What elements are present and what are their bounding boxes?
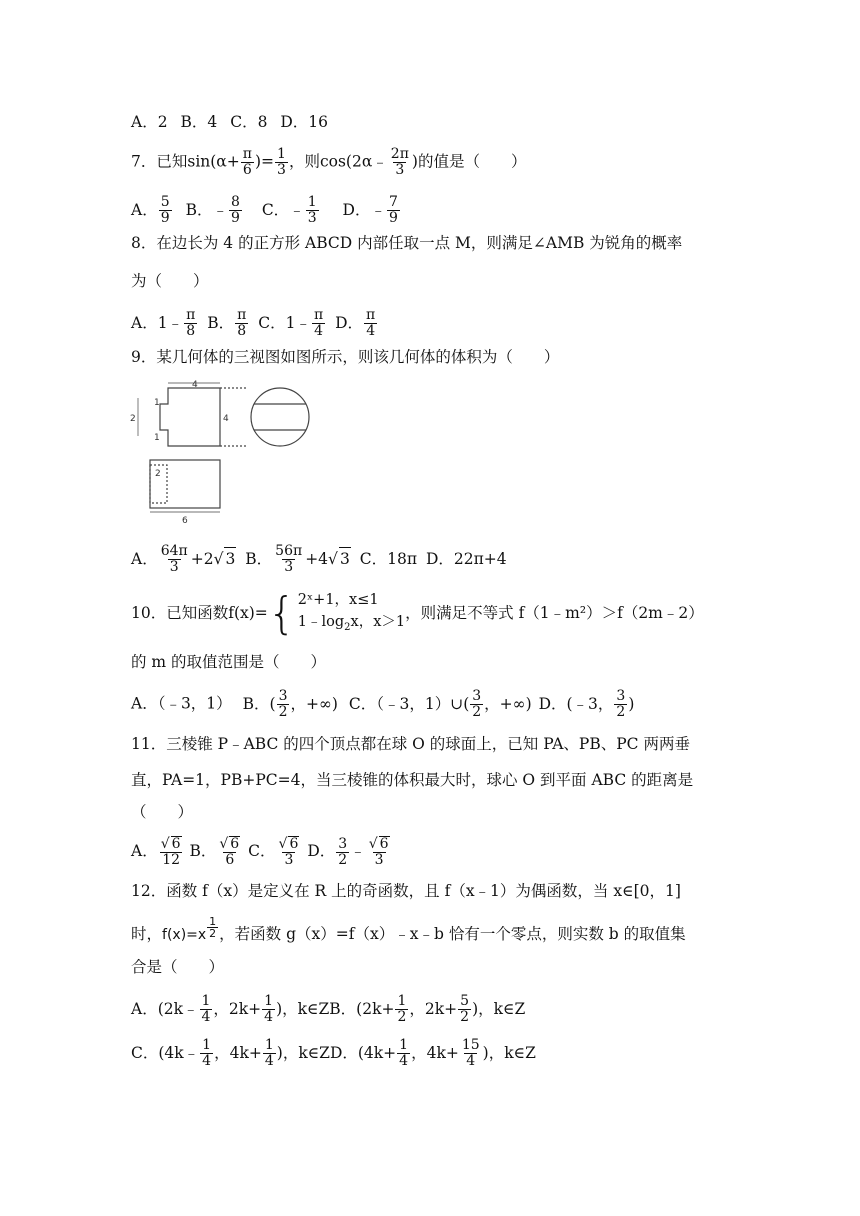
q10-prefix: 10．已知函数f(x)= (131, 603, 268, 622)
q12-option-d: D．(4k+ $\frac{1}{4}$ ，4k+ $\frac{15}{4}$ )，k∈Z (329, 1037, 536, 1069)
q9-option-d: D．22π+4 (425, 549, 507, 568)
q7-frac3: $\frac{2\pi}{3}$ (390, 146, 409, 178)
q7-frac1: $\frac{\pi}{6}$ (242, 146, 252, 178)
q7-option-d: D．﹣ $\frac{7}{9}$ (342, 194, 398, 226)
q9-options (131, 544, 507, 575)
q10-case1: 2ˣ+1，x≤1 (297, 592, 379, 608)
q12-options-cd (131, 1038, 536, 1069)
q7-option-a: A． $\frac{5}{9}$ (131, 194, 170, 226)
q9-dim-bottom: 6 (182, 516, 188, 526)
q10-options (131, 689, 634, 720)
q9-dim-small1: 1 (154, 398, 160, 408)
q10-option-a: A．（﹣3，1） (131, 694, 232, 713)
q7-stem (131, 147, 526, 178)
q10-option-c: C．（﹣3，1）∪( $\frac{3}{2}$ ，+∞) (348, 688, 532, 720)
q10-stem-line1 (131, 589, 704, 639)
q9-dim-inner: 2 (155, 469, 161, 479)
q9-option-a: A． $\frac{64\pi}{3}$ +2√ 3 (131, 543, 236, 575)
q7-mid2: ，则cos(2α﹣ (288, 152, 388, 171)
q8-option-c: C．1﹣ $\frac{\pi}{4}$ (258, 307, 324, 339)
q10-suffix: ，则满足不等式 f（1﹣m²）＞f（2m﹣2） (405, 603, 704, 622)
q12-options-ab (131, 994, 525, 1025)
q10-option-b: B．( $\frac{3}{2}$ ，+∞) (242, 688, 338, 720)
q8-stem-line2: 为（ ） (131, 272, 209, 290)
q10-piecewise: { 2ˣ+1，x≤1 $1﹣\log_2x$，x＞1 (267, 587, 406, 639)
q9-front-view (160, 388, 220, 446)
q9-side-view (251, 388, 309, 446)
q9-top-view (150, 460, 220, 508)
q8-stem-line1: 8．在边长为 4 的正方形 ABCD 内部任取一点 M，则满足∠AMB 为锐角的概率 (131, 234, 683, 252)
q7-prefix: 7．已知sin(α+ (131, 152, 240, 171)
q12-text2a: 时， (131, 925, 163, 943)
q12-stem-line3: 合是（ ） (131, 958, 225, 976)
q12-option-c: C．(4k﹣ $\frac{1}{4}$ ，4k+ $\frac{1}{4}$ )，k∈Z (131, 1037, 330, 1069)
q9-dim-top: 4 (192, 380, 198, 390)
q8-option-b: B． $\frac{\pi}{8}$ (207, 307, 247, 339)
q6-options (131, 111, 336, 133)
q12-stem-line2 (131, 916, 686, 946)
q6-option-c: C．8 (230, 113, 268, 131)
q12-stem-line1: 12．函数 f（x）是定义在 R 上的奇函数，且 f（x﹣1）为偶函数，当 x∈[0，1] (131, 882, 681, 900)
q6-option-d: D．16 (280, 113, 329, 131)
q12-fx: f(x)=x $^{\frac{1}{2}}$ (162, 915, 217, 943)
q9-option-c: C．18π (359, 549, 418, 568)
q11-stem-line3: （ ） (131, 803, 194, 821)
q11-option-d: D． $\frac{3}{2}$ ﹣ $\frac{√ 6}{3}$ (307, 835, 389, 868)
q8-option-a: A．1﹣ $\frac{\pi}{8}$ (131, 307, 196, 339)
q8-option-d: D． $\frac{\pi}{4}$ (335, 307, 376, 339)
q6-option-a: A．2 (131, 113, 168, 131)
q11-stem-line2: 直，PA=1，PB+PC=4，当三棱锥的体积最大时，球心 O 到平面 ABC 的距离是 (131, 771, 694, 789)
q11-stem-line1: 11．三棱锥 P﹣ABC 的四个顶点都在球 O 的球面上，已知 PA、PB、PC 两两垂 (131, 735, 690, 753)
q12-option-b: B．(2k+ $\frac{1}{2}$ ，2k+ $\frac{5}{2}$ )，k∈Z (329, 993, 526, 1025)
q7-mid: )= (254, 152, 275, 171)
q11-option-a: A． $\frac{√ 6}{12}$ (131, 836, 181, 868)
q11-options (131, 836, 393, 868)
q9-three-view-figure (130, 378, 320, 528)
q9-dim-mid: 4 (223, 414, 229, 424)
q9-stem: 9．某几何体的三视图如图所示，则该几何体的体积为（ ） (131, 348, 560, 366)
q10-option-d: D．(﹣3， $\frac{3}{2}$ ) (538, 688, 635, 720)
q7-suffix: )的值是（ ） (411, 152, 527, 171)
q10-stem-line2: 的 m 的取值范围是（ ） (131, 653, 327, 671)
q9-option-b: B． $\frac{56\pi}{3}$ +4√ 3 (245, 543, 350, 575)
q6-option-b: B．4 (180, 113, 218, 131)
q10-case2: $1﹣\log_2x$，x＞1 (297, 614, 406, 633)
q7-options (131, 195, 401, 226)
q9-dim-small2: 1 (154, 433, 160, 443)
q7-frac2: $\frac{1}{3}$ (277, 146, 286, 178)
q12-text2b: ，若函数 g（x）=f（x）﹣x﹣b 恰有一个零点，则实数 b 的取值集 (219, 925, 686, 943)
q8-options (131, 308, 378, 339)
q7-option-b: B．﹣ $\frac{8}{9}$ (185, 194, 240, 226)
q7-option-c: C．﹣ $\frac{1}{3}$ (261, 194, 317, 226)
q11-option-c: C． $\frac{√ 6}{3}$ (248, 836, 299, 868)
q9-dim-left: 2 (130, 414, 136, 424)
q12-option-a: A．(2k﹣ $\frac{1}{4}$ ，2k+ $\frac{1}{4}$ )，k∈Z (131, 993, 330, 1025)
q11-option-b: B． $\frac{√ 6}{6}$ (189, 836, 240, 868)
